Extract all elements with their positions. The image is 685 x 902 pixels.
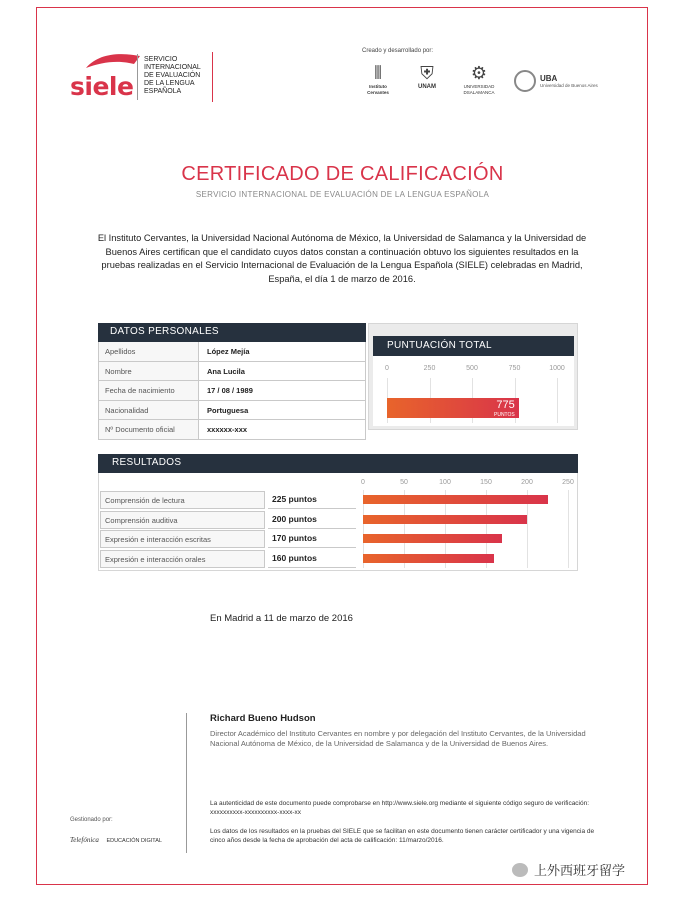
field-value: xxxxxx-xxx xyxy=(207,425,248,434)
uba-seal-icon xyxy=(514,70,536,92)
personal-row xyxy=(98,401,366,421)
results-tick-label: 50 xyxy=(400,479,408,486)
uba-label: UBA xyxy=(540,74,558,83)
total-score-heading: PUNTUACIÓN TOTAL xyxy=(373,336,574,356)
result-label: Comprensión auditiva xyxy=(100,511,265,529)
place-date: En Madrid a 11 de marzo de 2016 xyxy=(210,613,353,624)
telefonica-logo xyxy=(70,836,162,844)
certificate-intro: El Instituto Cervantes, la Universidad Nacional Autónoma de México, la Universidad de Salamanca y la Universidad de Buenos Aires certifican que el candidato cuyos datos constan a continuación obtuvo los siguientes resultados en la pruebas realizadas en el Servicio Internacional de Evaluación de la Lengua Española (SIELE) celebradas en Madrid, España, el día 1 de marzo de 2016. xyxy=(97,233,587,284)
uba-logo xyxy=(514,70,598,92)
results-heading: RESULTADOS xyxy=(98,454,578,473)
result-bar xyxy=(363,534,502,543)
field-value: López Mejía xyxy=(207,347,250,356)
results-tick-label: 250 xyxy=(562,479,574,486)
watermark-text: 上外西班牙留学 xyxy=(534,863,626,878)
field-value: Ana Lucila xyxy=(207,366,245,376)
result-label: Expresión e interacción escritas xyxy=(100,530,265,548)
total-score-panel xyxy=(368,323,578,430)
uba-sub-label: Universidad de Buenos Aires xyxy=(540,83,598,88)
personal-data-heading: DATOS PERSONALES xyxy=(98,323,366,342)
verification-note: La autenticidad de este documento puede comprobarse en http://www.siele.org mediante el siguiente código seguro de verificación: xxxxxxxxxx-xxxxxxxxxx-xxxx-xx xyxy=(210,800,590,816)
unam-logo xyxy=(410,62,444,90)
certificate-frame xyxy=(36,7,648,885)
results-tick-label: 100 xyxy=(439,479,451,486)
cervantes-label: Instituto Cervantes xyxy=(367,84,389,95)
signatory-role: Director Académico del Instituto Cervantes en nombre y por delegación del Instituto Cervantes, de la Universidad Nacional Autónoma de México, de la Universidad de Salamanca y de la Universidad de Buenos Aires. xyxy=(210,729,586,748)
cervantes-logo xyxy=(358,62,398,96)
personal-row xyxy=(98,362,366,382)
signature-divider xyxy=(186,713,187,853)
field-value: 17 / 08 / 1989 xyxy=(207,386,253,395)
logo-line: SERVICIO xyxy=(144,56,178,63)
validity-note: Los datos de los resultados en la pruebas del SIELE que se facilitan en este documento tienen carácter certificador y una vigencia de cinco años desde la fecha de aprobación del acta de calificación: 11/marzo/2016. xyxy=(210,828,595,844)
result-points: 160 puntos xyxy=(268,550,356,568)
result-points: 170 puntos xyxy=(268,530,356,548)
result-label: Comprensión de lectura xyxy=(100,491,265,509)
results-tick-label: 150 xyxy=(480,479,492,486)
logo-line: DE EVALUACIÓN xyxy=(144,72,201,79)
result-bar xyxy=(363,554,494,563)
logo-line: ESPAÑOLA xyxy=(144,88,182,95)
personal-row xyxy=(98,342,366,362)
result-bar xyxy=(363,495,548,504)
watermark xyxy=(512,860,625,879)
personal-row xyxy=(98,420,366,440)
unam-label: UNAM xyxy=(418,84,436,90)
managed-by-label: Gestionado por: xyxy=(70,817,113,823)
total-score-chart xyxy=(373,356,574,426)
personal-data-panel xyxy=(98,323,366,440)
certificate-subtitle: SERVICIO INTERNACIONAL DE EVALUACIÓN DE LA LENGUA ESPAÑOLA xyxy=(195,190,490,199)
total-tick-label: 0 xyxy=(385,365,389,372)
field-label: Apellidos xyxy=(99,342,199,361)
header-divider xyxy=(212,52,213,102)
field-label: Nombre xyxy=(99,362,199,381)
logo-line: DE LA LENGUA xyxy=(144,80,195,87)
total-score-value: 775 xyxy=(496,399,515,411)
results-tick-label: 0 xyxy=(361,479,365,486)
results-gridline xyxy=(568,490,569,568)
field-label: Fecha de nacimiento xyxy=(99,381,199,400)
salamanca-label: UNIVERSIDAD DSALAMANCA xyxy=(463,84,495,95)
total-tick-label: 500 xyxy=(466,365,478,372)
logo-divider xyxy=(137,54,138,100)
creado-label: Creado y desarrollado por: xyxy=(362,48,434,54)
unam-logo-icon: ⛨ xyxy=(420,63,434,83)
results-tick-label: 200 xyxy=(521,479,533,486)
total-gridline xyxy=(557,378,558,423)
siele-logo xyxy=(70,50,220,110)
total-tick-label: 250 xyxy=(423,365,436,372)
salamanca-logo-icon: ⚙ xyxy=(470,63,488,83)
result-points: 225 puntos xyxy=(268,491,356,509)
total-score-unit: PUNTOS xyxy=(494,412,515,418)
personal-row xyxy=(98,381,366,401)
telefonica-division: EDUCACIÓN DIGITAL xyxy=(106,838,162,844)
signatory-name: Richard Bueno Hudson xyxy=(210,713,316,724)
logo-line: INTERNACIONAL xyxy=(144,64,201,71)
total-tick-label: 1000 xyxy=(549,365,565,372)
wechat-icon xyxy=(512,863,528,877)
siele-logo-text xyxy=(144,56,234,96)
siele-swoosh-icon xyxy=(84,50,142,72)
field-label: Nº Documento oficial xyxy=(99,420,199,439)
result-label: Expresión e interacción orales xyxy=(100,550,265,568)
telefonica-wordmark: Telefónica xyxy=(70,836,99,844)
result-bar xyxy=(363,515,527,524)
result-points: 200 puntos xyxy=(268,511,356,529)
siele-logo-word: siele xyxy=(70,72,134,101)
field-label: Nacionalidad xyxy=(99,401,199,420)
field-value: Portuguesa xyxy=(207,405,249,415)
salamanca-logo xyxy=(456,62,502,95)
certificate-title: CERTIFICADO DE CALIFICACIÓN xyxy=(181,163,504,185)
cervantes-logo-icon: ⫴ xyxy=(374,63,382,83)
total-tick-label: 750 xyxy=(508,365,521,372)
